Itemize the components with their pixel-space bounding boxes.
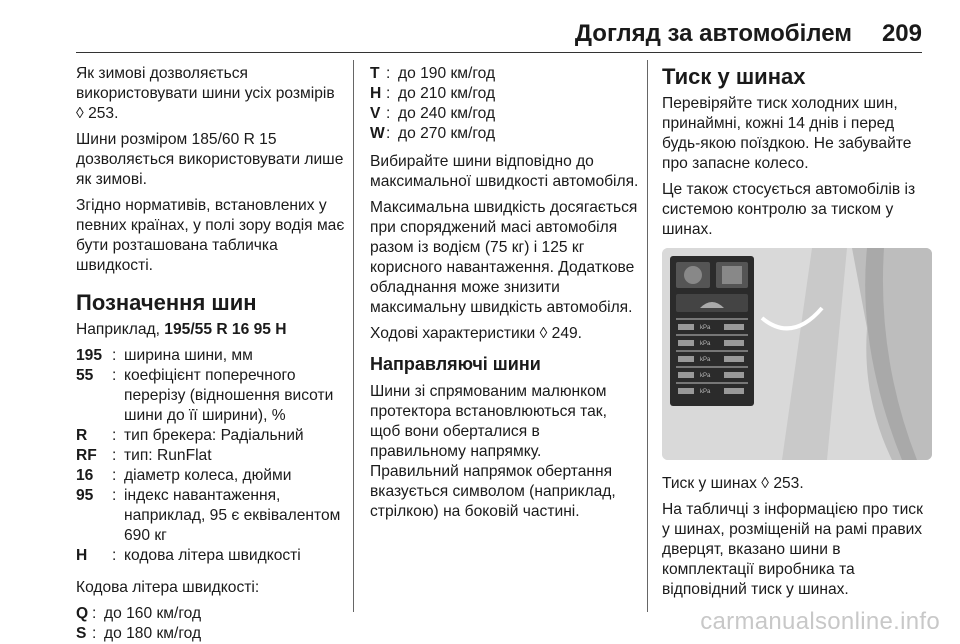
separator: : [112,467,117,484]
code-key: S [76,625,87,642]
header-rule [76,52,922,53]
code-row [370,84,640,104]
reference-arrow-icon: ◊ [761,475,769,492]
code-key: V [370,105,381,122]
code-value: коефіцієнт поперечного перерізу (відношення висоти шини до її ширини), % [124,367,334,424]
code-value: індекс навантаження, наприклад, 95 є еквівалентом 690 кг [124,487,341,544]
column-1 [76,64,346,644]
code-key: 95 [76,487,94,504]
speed-code-list [370,64,640,144]
watermark: carmanualsonline.info [700,608,940,635]
unit-label: kPa [700,357,711,363]
tire-pressure-placard [670,256,754,406]
column-divider-2 [647,60,648,612]
separator: : [92,605,97,622]
section-heading: Тиск у шинах [662,64,806,89]
code-row [76,624,346,644]
separator: : [386,105,391,122]
paragraph: Правильний напрямок обертання вказується символом (наприклад, стрілкою) на боковій частині. [370,463,616,520]
code-value: до 190 км/год [398,65,496,82]
code-value: до 210 км/год [398,85,496,102]
paragraph: Вибирайте шини відповідно до максимальної швидкості автомобіля. [370,153,639,190]
paragraph: Шини розміром 185/60 R 15 дозволяється використовувати лише як зимові. [76,131,344,188]
code-value: до 180 км/год [104,625,202,642]
tire-code-example: Наприклад, 195/55 R 16 95 H [76,321,287,338]
code-value: тип: RunFlat [124,447,212,464]
column-divider-1 [353,60,354,612]
reference-arrow-icon: ◊ [539,325,548,342]
code-key: T [370,65,380,82]
code-key: 55 [76,367,94,384]
paragraph: Перевіряйте тиск холодних шин, принаймні, кожні 14 днів і перед будь-якою поїздкою. Не забувайте про запасне колесо. [662,95,912,172]
page-reference[interactable]: 249. [551,325,583,342]
page-reference[interactable]: 253. [773,475,804,492]
paragraph: Максимальна швидкість досягається при споряджений масі автомобіля разом із водієм (75 кг) і 125 кг корисного навантаження. Додаткове обладнання може знизити максимальну швидкість автомобіля. [370,199,638,316]
code-value: діаметр колеса, дюйми [124,467,292,484]
code-row [370,124,640,144]
separator: : [386,85,391,102]
code-row [76,426,346,446]
figure-caption: Тиск у шинах ◊ 253. [662,475,804,492]
code-row [76,604,346,624]
door-frame-illustration [662,248,932,460]
paragraph: Як зимові дозволяється використовувати шини усіх розмірів ◊ 253. [76,65,335,122]
code-value: до 270 км/год [398,125,496,142]
unit-label: kPa [700,325,711,331]
separator: : [112,487,117,504]
paragraph: Шини зі спрямованим малюнком протектора встановлюються так, щоб вони оберталися в правильному напрямку. [370,383,607,460]
separator: : [112,447,117,464]
code-key: R [76,427,88,444]
code-row [370,64,640,84]
section-heading: Позначення шин [76,290,257,315]
column-2 [370,64,640,528]
speed-code-intro: Кодова літера швидкості: [76,579,260,596]
column-3 [662,64,934,606]
tire-code-list [76,346,346,566]
separator: : [386,125,391,142]
code-key: Q [76,605,89,622]
page-number: 209 [881,20,922,47]
code-value: до 240 км/год [398,105,496,122]
code-value: ширина шини, мм [124,347,253,364]
separator: : [92,625,97,642]
reference-arrow-icon: ◊ [76,105,84,122]
unit-label: kPa [700,341,711,347]
separator: : [112,367,117,384]
code-key: H [370,85,382,102]
code-row [76,366,346,426]
code-value: тип брекера: Радіальний [124,427,304,444]
code-key: RF [76,447,97,464]
code-key: 16 [76,467,94,484]
code-key: 195 [76,347,103,364]
code-row [76,346,346,366]
chapter-title: Догляд за автомобілем [574,20,852,47]
separator: : [112,347,117,364]
code-row [76,486,346,546]
code-key: H [76,547,88,564]
code-row [370,104,640,124]
paragraph: Згідно нормативів, встановлених у певних країнах, у полі зору водія має бути розташована табличка швидкості. [76,197,345,274]
unit-label: kPa [700,373,711,379]
subsection-heading: Направляючі шини [370,354,541,374]
tire-pressure-label-illustration [662,248,932,460]
page-reference[interactable]: 253. [88,105,119,122]
separator: : [112,547,117,564]
unit-label: kPa [700,389,711,395]
code-value: до 160 км/год [104,605,202,622]
separator: : [112,427,117,444]
code-row [76,466,346,486]
code-key: W [370,125,385,142]
paragraph: Ходові характеристики ◊ 249. [370,325,583,342]
code-row [76,446,346,466]
speed-code-list [76,604,346,644]
separator: : [386,65,391,82]
paragraph: На табличці з інформацією про тиск у шинах, розміщеній на рамі правих дверцят, вказано шини в комплектації виробника та відповідний тиск у шинах. [662,501,923,598]
code-row [76,546,346,566]
code-value: кодова літера швидкості [124,547,301,564]
paragraph: Це також стосується автомобілів із системою контролю за тиском у шинах. [662,181,916,238]
